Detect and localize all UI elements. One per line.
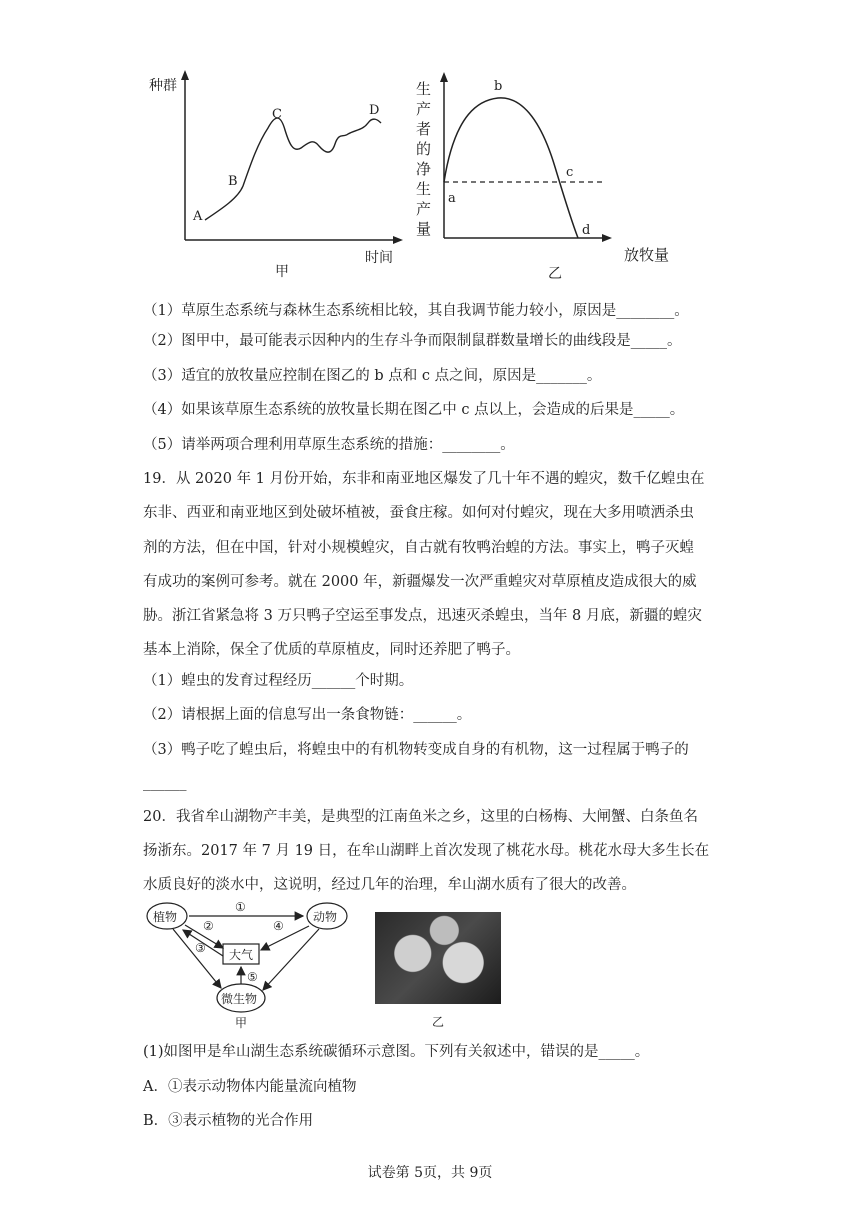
caption-yi: 乙	[548, 266, 562, 282]
q19-line-5: 胁。浙江省紧急将 3 万只鸭子空运至事发点，迅速灭杀蝗虫，当年 8 月底，新疆的蝗灾	[143, 608, 702, 624]
point-a: a	[448, 191, 456, 206]
q18-sub-1: （1）草原生态系统与森林生态系统相比较，其自我调节能力较小，原因是________。	[143, 303, 689, 319]
q20-line-2: 扬浙东。2017 年 7 月 19 日，在牟山湖畔上首次发现了桃花水母。桃花水母大多生长在	[143, 843, 710, 859]
carbon-cycle-diagram	[143, 898, 358, 1033]
graph-yi	[410, 72, 690, 282]
q19-sub-3-blank: ______	[143, 775, 187, 791]
caption-diagram-jia: 甲	[235, 1016, 248, 1030]
svg-text:生: 生	[416, 80, 432, 98]
q20-option-a: A．①表示动物体内能量流向植物	[143, 1079, 357, 1095]
q19-line-2: 东非、西亚和南亚地区到处破坏植被，蚕食庄稼。如何对付蝗灾，现在大多用喷洒杀虫	[143, 505, 694, 521]
point-b: b	[494, 79, 503, 94]
page-footer: 试卷第 5页，共 9页	[367, 1165, 493, 1181]
arrow-label-3: ③	[195, 941, 206, 955]
x-axis-label-jia: 时间	[365, 250, 393, 266]
node-air: 大气	[229, 948, 254, 962]
arrow-label-5: ⑤	[247, 970, 258, 984]
q20-sub-1: (1)如图甲是牟山湖生态系统碳循环示意图。下列有关叙述中，错误的是_____。	[143, 1044, 650, 1060]
point-A: A	[193, 209, 203, 224]
population-curve	[205, 118, 381, 220]
node-microbe: 微生物	[221, 992, 258, 1006]
q18-sub-4: （4）如果该草原生态系统的放牧量长期在图乙中 c 点以上，会造成的后果是_____。	[143, 402, 685, 418]
arrow-label-1: ①	[235, 900, 246, 914]
production-curve	[444, 98, 578, 238]
node-plant: 植物	[153, 910, 178, 924]
point-c: c	[566, 165, 574, 180]
svg-text:者: 者	[416, 120, 432, 138]
y-axis-label-yi	[416, 80, 431, 238]
svg-text:量: 量	[416, 220, 432, 238]
q18-sub-2: （2）图甲中，最可能表示因种内的生存斗争而限制鼠群数量增长的曲线段是_____。	[143, 333, 682, 349]
node-animal: 动物	[313, 910, 338, 924]
caption-jia: 甲	[275, 264, 289, 280]
q19-sub-1: （1）蝗虫的发育过程经历______个时期。	[143, 673, 414, 689]
q18-sub-3: （3）适宜的放牧量应控制在图乙的 b 点和 c 点之间，原因是_______。	[143, 368, 602, 384]
point-C: C	[272, 107, 282, 122]
q19-line-4: 有成功的案例可参考。就在 2000 年，新疆爆发一次严重蝗灾对草原植皮造成很大的威	[143, 574, 697, 590]
point-d: d	[582, 223, 591, 238]
q19-sub-2: （2）请根据上面的信息写出一条食物链：______。	[143, 707, 472, 723]
q19-line-6: 基本上消除，保全了优质的草原植皮，同时还养肥了鸭子。	[143, 642, 520, 658]
q19-sub-3: （3）鸭子吃了蝗虫后，将蝗虫中的有机物转变成自身的有机物，这一过程属于鸭子的	[143, 742, 689, 758]
svg-text:生: 生	[416, 180, 432, 198]
svg-text:产: 产	[416, 100, 432, 118]
y-axis-label-jia: 种群	[149, 78, 177, 94]
x-axis-label-yi: 放牧量	[624, 246, 670, 264]
point-D: D	[369, 103, 380, 118]
q19-line-1: 19．从 2020 年 1 月份开始，东非和南亚地区爆发了几十年不遇的蝗灾，数千亿蝗虫在	[143, 471, 705, 487]
svg-text:净: 净	[416, 160, 432, 178]
q20-line-1: 20．我省牟山湖物产丰美，是典型的江南鱼米之乡，这里的白杨梅、大闸蟹、白条鱼名	[143, 809, 698, 825]
q19-line-3: 剂的方法，但在中国，针对小规模蝗灾，自古就有牧鸭治蝗的方法。事实上，鸭子灭蝗	[143, 540, 694, 556]
q20-option-b: B．③表示植物的光合作用	[143, 1113, 314, 1129]
svg-text:的: 的	[416, 140, 432, 158]
jellyfish-photo	[375, 912, 501, 1004]
q18-sub-5: （5）请举两项合理利用草原生态系统的措施：________。	[143, 437, 515, 453]
svg-text:产: 产	[416, 200, 432, 218]
point-B: B	[228, 174, 238, 189]
caption-photo-yi: 乙	[432, 1015, 445, 1029]
q20-line-3: 水质良好的淡水中，这说明，经过几年的治理，牟山湖水质有了很大的改善。	[143, 877, 636, 893]
arrow-label-2: ②	[203, 919, 214, 933]
graph-jia	[143, 68, 403, 283]
arrow-label-4: ④	[273, 919, 284, 933]
